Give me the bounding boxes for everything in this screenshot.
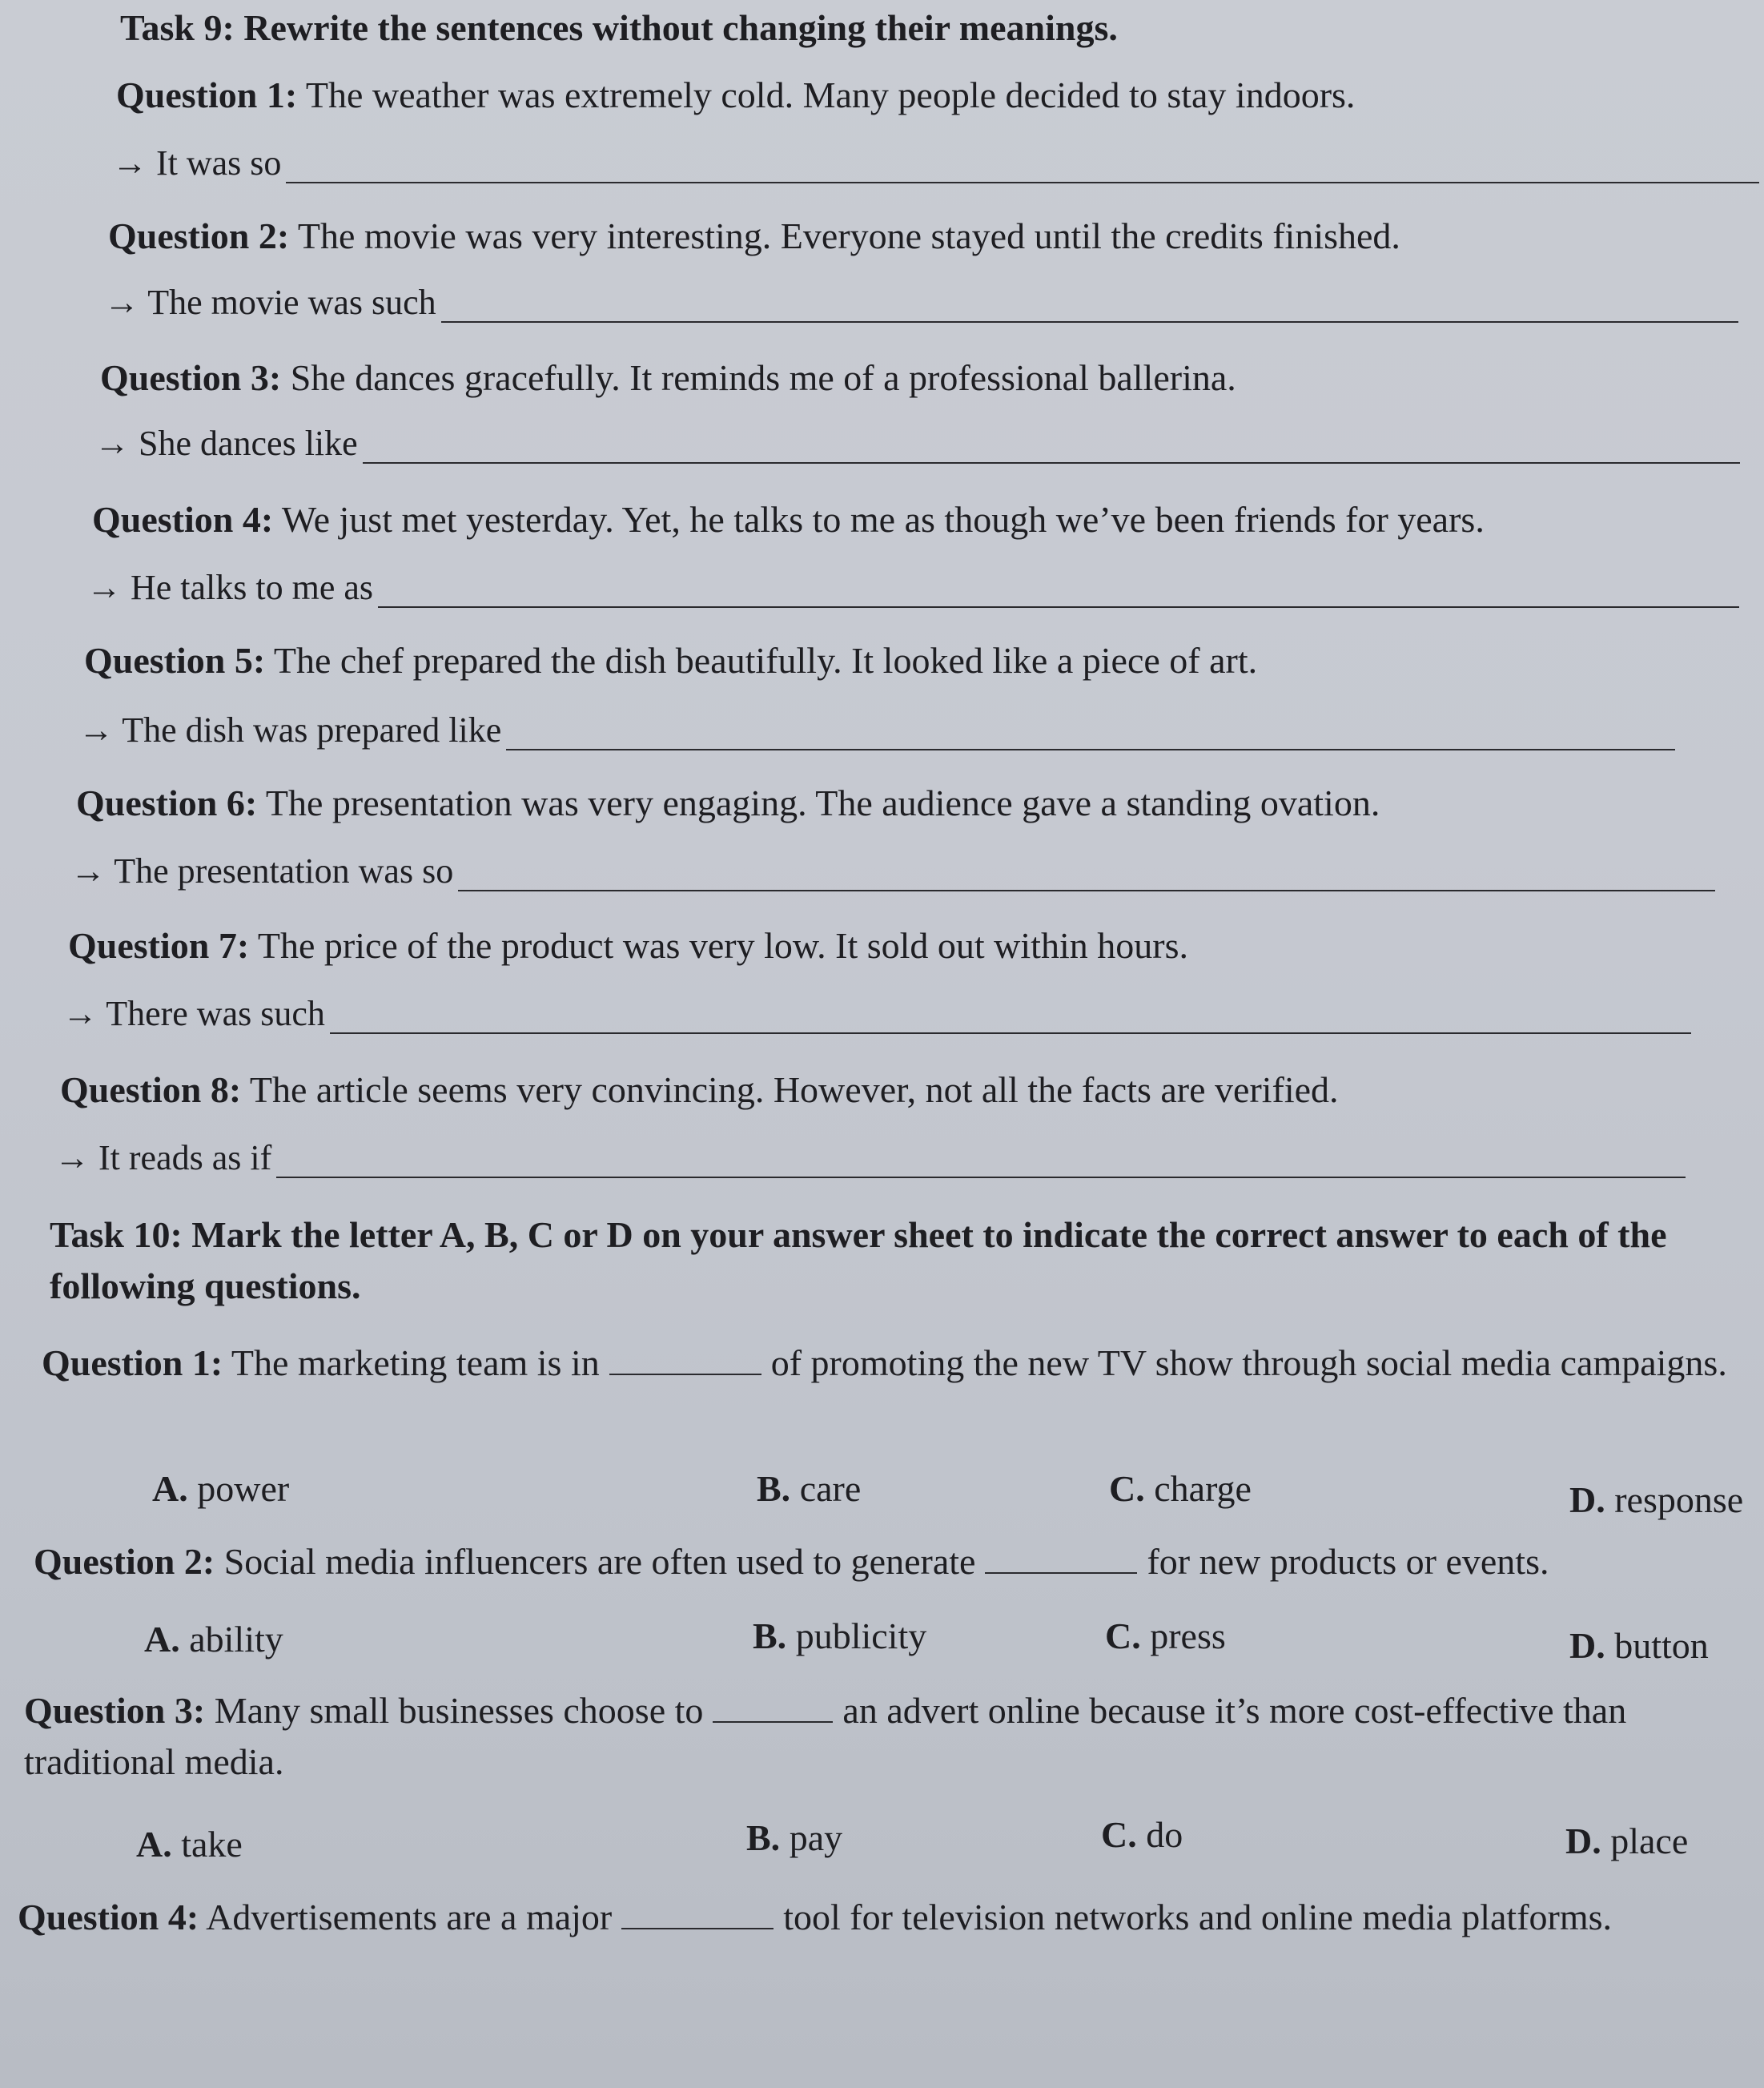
option-letter: C.	[1101, 1814, 1137, 1855]
task10-q1-option-b[interactable]	[757, 1467, 861, 1510]
question-text-after: tool for television networks and online media platforms.	[783, 1897, 1613, 1937]
task10-q3-option-b[interactable]	[746, 1816, 842, 1859]
task9-answer-7	[62, 993, 1691, 1034]
question-label: Question 7:	[68, 925, 250, 966]
task9-answer-8	[54, 1137, 1686, 1178]
option-letter: A.	[144, 1619, 180, 1660]
task9-question-4	[92, 498, 1485, 541]
option-letter: A.	[152, 1468, 188, 1509]
answer-prompt: → The dish was prepared like	[78, 710, 502, 750]
task10-question-4	[18, 1892, 1763, 1943]
task9-title: Task 9: Rewrite the sentences without changing their meanings.	[120, 7, 1118, 48]
question-text: The movie was very interesting. Everyone stayed until the credits finished.	[297, 215, 1400, 256]
answer-prompt: → There was such	[62, 994, 325, 1033]
question-text: We just met yesterday. Yet, he talks to me as though we’ve been friends for years.	[281, 499, 1485, 540]
option-text: button	[1614, 1625, 1709, 1666]
task10-q1-option-a[interactable]	[152, 1467, 289, 1510]
answer-line[interactable]	[286, 158, 1759, 183]
question-text-before: Social media influencers are often used to generate	[223, 1541, 976, 1582]
option-text: pay	[789, 1817, 843, 1858]
task10-q2-option-c[interactable]	[1105, 1615, 1226, 1657]
answer-prompt: → It reads as if	[54, 1138, 272, 1177]
question-text-after: for new products or events.	[1147, 1541, 1549, 1582]
task9-question-6	[76, 782, 1380, 824]
option-text: place	[1610, 1820, 1689, 1861]
answer-blank[interactable]	[621, 1905, 774, 1929]
option-letter: A.	[136, 1824, 172, 1865]
task10-q2-option-d[interactable]	[1569, 1624, 1709, 1667]
task10-q1-option-d[interactable]	[1569, 1478, 1743, 1521]
question-label: Question 3:	[100, 357, 282, 398]
question-text-after: an advert online because it’s more cost-effective than traditional media.	[24, 1690, 1627, 1782]
option-text: care	[799, 1468, 862, 1509]
question-label: Question 2:	[34, 1541, 215, 1582]
option-letter: C.	[1105, 1615, 1141, 1656]
task9-question-8	[60, 1068, 1339, 1111]
question-label: Question 4:	[92, 499, 274, 540]
task9-answer-1	[112, 143, 1759, 183]
answer-line[interactable]	[330, 1008, 1691, 1034]
question-label: Question 3:	[24, 1690, 206, 1731]
task9-answer-3	[94, 423, 1740, 464]
task10-q2-option-b[interactable]	[753, 1615, 926, 1657]
option-letter: D.	[1565, 1820, 1601, 1861]
option-text: do	[1146, 1814, 1183, 1855]
task10-question-1	[42, 1338, 1763, 1389]
option-text: response	[1614, 1479, 1744, 1520]
question-text: The article seems very convincing. However, not all the facts are verified.	[249, 1069, 1339, 1110]
task10-title: Task 10: Mark the letter A, B, C or D on your answer sheet to indicate the correct answer to each of the following questions.	[50, 1214, 1667, 1306]
question-text: The presentation was very engaging. The audience gave a standing ovation.	[265, 782, 1380, 823]
task10-question-3	[24, 1685, 1762, 1788]
answer-blank[interactable]	[713, 1699, 833, 1723]
task9-question-7	[68, 924, 1188, 967]
question-label: Question 1:	[42, 1342, 223, 1383]
answer-line[interactable]	[276, 1153, 1686, 1178]
answer-prompt: → The presentation was so	[70, 851, 454, 891]
task9-question-1	[116, 74, 1355, 116]
answer-line[interactable]	[458, 866, 1715, 891]
option-letter: B.	[746, 1817, 781, 1858]
answer-line[interactable]	[441, 297, 1738, 323]
task9-answer-5	[78, 710, 1675, 750]
task9-question-3	[100, 356, 1236, 399]
option-text: power	[197, 1468, 290, 1509]
task9-answer-2	[104, 282, 1738, 323]
task10-q3-option-d[interactable]	[1565, 1820, 1688, 1862]
task10-q3-option-a[interactable]	[136, 1823, 243, 1865]
question-text: The chef prepared the dish beautifully. It looked like a piece of art.	[273, 640, 1258, 681]
task10-q1-option-c[interactable]	[1109, 1467, 1252, 1510]
option-text: publicity	[795, 1615, 927, 1656]
task10-q2-option-a[interactable]	[144, 1618, 283, 1660]
answer-line[interactable]	[363, 438, 1740, 464]
answer-line[interactable]	[506, 725, 1675, 750]
option-text: press	[1150, 1615, 1226, 1656]
answer-blank[interactable]	[609, 1351, 761, 1375]
question-text: She dances gracefully. It reminds me of a professional ballerina.	[290, 357, 1236, 398]
task9-answer-4	[86, 567, 1739, 608]
option-text: charge	[1154, 1468, 1252, 1509]
question-label: Question 8:	[60, 1069, 242, 1110]
task10-question-2	[34, 1536, 1763, 1587]
task9-question-2	[108, 215, 1400, 257]
question-label: Question 1:	[116, 74, 298, 115]
option-letter: C.	[1109, 1468, 1145, 1509]
question-text: The price of the product was very low. It sold out within hours.	[257, 925, 1188, 966]
option-text: ability	[189, 1619, 283, 1660]
question-text-before: The marketing team is in	[231, 1342, 600, 1383]
answer-prompt: → The movie was such	[104, 283, 436, 322]
option-letter: B.	[753, 1615, 787, 1656]
answer-blank[interactable]	[985, 1550, 1137, 1574]
answer-line[interactable]	[378, 582, 1739, 608]
answer-prompt: → He talks to me as	[86, 568, 374, 607]
answer-prompt: → She dances like	[94, 424, 358, 463]
question-label: Question 5:	[84, 640, 266, 681]
task9-question-5	[84, 639, 1257, 682]
task10-q3-option-c[interactable]	[1101, 1813, 1183, 1856]
question-text: The weather was extremely cold. Many people decided to stay indoors.	[305, 74, 1356, 115]
question-text-before: Advertisements are a major	[206, 1897, 613, 1937]
option-letter: D.	[1569, 1625, 1605, 1666]
option-letter: B.	[757, 1468, 791, 1509]
question-text-before: Many small businesses choose to	[214, 1690, 704, 1731]
answer-prompt: → It was so	[112, 143, 282, 183]
task9-answer-6	[70, 851, 1715, 891]
question-label: Question 4:	[18, 1897, 199, 1937]
question-text-after: of promoting the new TV show through social media campaigns.	[770, 1342, 1727, 1383]
question-label: Question 6:	[76, 782, 258, 823]
question-label: Question 2:	[108, 215, 290, 256]
option-text: take	[181, 1824, 243, 1865]
option-letter: D.	[1569, 1479, 1605, 1520]
